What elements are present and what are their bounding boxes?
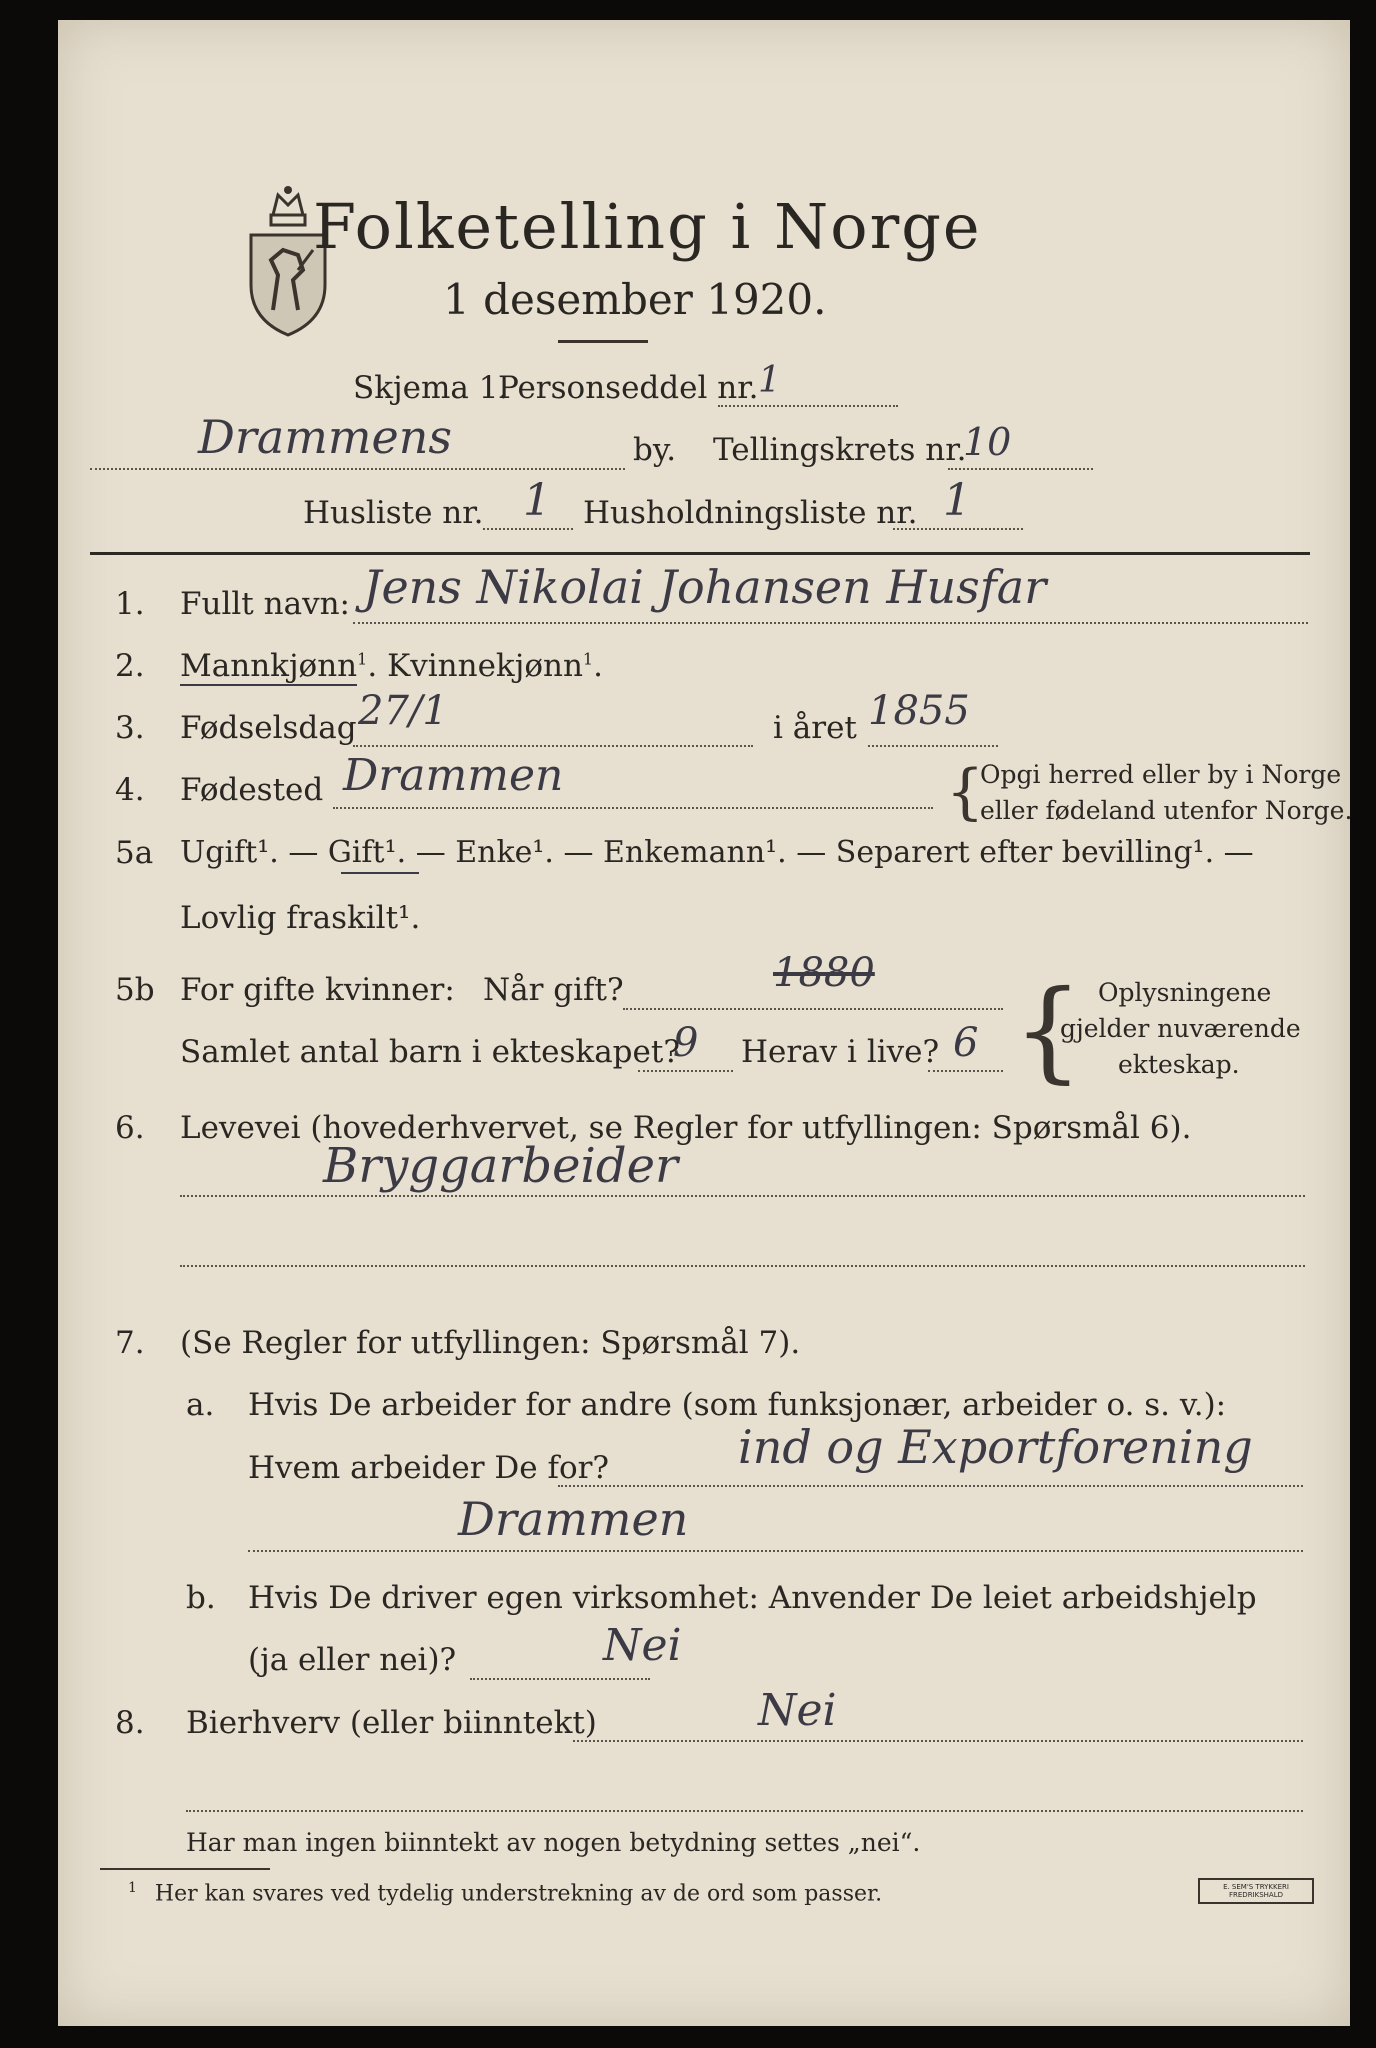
q5b-brace: { (1013, 966, 1083, 1094)
q5b-barn-label: Samlet antal barn i ekteskapet? (180, 1034, 680, 1070)
q7a-label: Hvem arbeider De for? (248, 1450, 610, 1486)
q7a-value-1: ind og Exportforening (738, 1420, 1253, 1474)
q2-mann-sup: 1 (357, 649, 368, 669)
q5b-live-line (928, 1070, 1003, 1072)
q3-year-value: 1855 (868, 688, 970, 734)
husliste-label: Husliste nr. (303, 495, 484, 531)
q5a-gift-underline (341, 872, 419, 874)
q5a-line-2: Lovlig fraskilt¹. (180, 900, 421, 936)
q1-label: Fullt navn: (180, 586, 350, 622)
q7a-value-2: Drammen (458, 1492, 689, 1546)
q4-number: 4. (115, 772, 145, 808)
q6-label: Levevei (hovederhvervet, se Regler for utfyllingen: Spørsmål 6). (180, 1110, 1192, 1146)
q6-line-1 (180, 1195, 1305, 1197)
tellingskrets-line (948, 468, 1093, 470)
q3-day-value: 27/1 (358, 688, 448, 734)
footnote-rule (100, 1868, 270, 1870)
q2-kvinne-sup: 1 (582, 649, 594, 669)
q2-sep: . (367, 648, 378, 684)
by-label: by. (633, 432, 677, 468)
census-form (58, 20, 1353, 2026)
q7b-text: Hvis De driver egen virksomhet: Anvender De leiet arbeidshjelp (248, 1580, 1257, 1616)
by-value: Drammens (198, 410, 452, 464)
q8-line-1 (573, 1740, 1303, 1742)
q1-line (353, 622, 1308, 624)
q6-line-2 (180, 1265, 1305, 1267)
q5b-gift-value: 1880 (773, 950, 875, 996)
q4-note-2: eller fødeland utenfor Norge. (980, 796, 1353, 825)
q5b-number: 5b (115, 972, 155, 1008)
q7b-letter: b. (186, 1580, 216, 1616)
q5b-gift-line (623, 1008, 1003, 1010)
by-line (90, 468, 625, 470)
q7-label: (Se Regler for utfyllingen: Spørsmål 7). (180, 1325, 801, 1361)
title-divider (558, 340, 648, 343)
husliste-value: 1 (523, 475, 551, 526)
q8-value: Nei (758, 1685, 837, 1736)
tellingskrets-label: Tellingskrets nr. (713, 432, 967, 468)
personseddel-label: Personseddel nr. (498, 370, 759, 406)
q7a-line-2 (248, 1550, 1303, 1552)
q7a-letter: a. (186, 1387, 215, 1423)
q1-value: Jens Nikolai Johansen Husfar (363, 560, 1047, 614)
q4-value: Drammen (343, 750, 564, 801)
q3-year-label: i året (773, 710, 857, 746)
q3-day-line (353, 745, 753, 747)
q5b-live-value: 6 (953, 1020, 979, 1066)
footnote-text: Her kan svares ved tydelig understrekning av de ord som passer. (154, 1881, 883, 1907)
q2-options (180, 648, 603, 684)
q5b-note-2: gjelder nuværende (1060, 1014, 1301, 1043)
form-date: 1 desember 1920. (443, 275, 827, 324)
q7a-text: Hvis De arbeider for andre (som funksjonær, arbeider o. s. v.): (248, 1387, 1227, 1423)
personseddel-value: 1 (758, 360, 781, 401)
q4-brace: { (946, 757, 985, 827)
footnote-number: 1 (128, 1880, 137, 1896)
q7b-label: (ja eller nei)? (248, 1642, 457, 1678)
q5b-barn-line (638, 1070, 733, 1072)
footer-note: Har man ingen biinntekt av nogen betydning settes „nei“. (186, 1828, 921, 1857)
printer-mark: E. SEM'S TRYKKERI FREDRIKSHALD (1198, 1878, 1314, 1904)
q2-kvinne: Kvinnekjønn (387, 648, 583, 684)
q5b-label-2: Når gift? (483, 972, 624, 1008)
header-separator (90, 552, 1310, 555)
q7b-value: Nei (603, 1620, 682, 1671)
husholdning-line (893, 528, 1023, 530)
q7a-line-1 (558, 1485, 1303, 1487)
tellingskrets-value: 10 (963, 420, 1012, 464)
q5b-barn-value: 9 (673, 1020, 699, 1066)
q5a-line-1: Ugift¹. — Gift¹. — Enke¹. — Enkemann¹. — Separert efter bevilling¹. — (180, 835, 1254, 870)
husholdning-value: 1 (943, 475, 971, 526)
q5b-note-3: ekteskap. (1118, 1050, 1240, 1079)
q3-number: 3. (115, 710, 145, 746)
footnote (128, 1880, 882, 1906)
q2-mann: Mannkjønn (180, 648, 358, 684)
form-title: Folketelling i Norge (313, 190, 982, 263)
q2-end: . (593, 648, 603, 684)
q4-note-1: Opgi herred eller by i Norge (980, 760, 1342, 789)
q5a-number: 5a (115, 835, 154, 871)
q8-label: Bierhverv (eller biinntekt) (186, 1705, 597, 1741)
q7-number: 7. (115, 1325, 145, 1361)
q8-line-2 (186, 1810, 1303, 1812)
q3-label: Fødselsdag (180, 710, 357, 746)
skjema-label: Skjema 1. (353, 370, 509, 406)
husliste-line (483, 528, 573, 530)
q5b-label-1: For gifte kvinner: (180, 972, 455, 1008)
q4-label: Fødested (180, 772, 324, 808)
q8-number: 8. (115, 1705, 145, 1741)
q6-value: Bryggarbeider (323, 1138, 678, 1194)
q7b-line (470, 1678, 650, 1680)
q3-year-line (868, 745, 998, 747)
husholdning-label: Husholdningsliste nr. (583, 495, 918, 531)
q5b-live-label: Herav i live? (741, 1034, 940, 1070)
q5b-note-1: Oplysningene (1098, 978, 1272, 1007)
personseddel-line (718, 405, 898, 407)
q4-line (333, 807, 933, 809)
q6-number: 6. (115, 1110, 145, 1146)
q1-number: 1. (115, 586, 145, 622)
q2-number: 2. (115, 648, 145, 684)
